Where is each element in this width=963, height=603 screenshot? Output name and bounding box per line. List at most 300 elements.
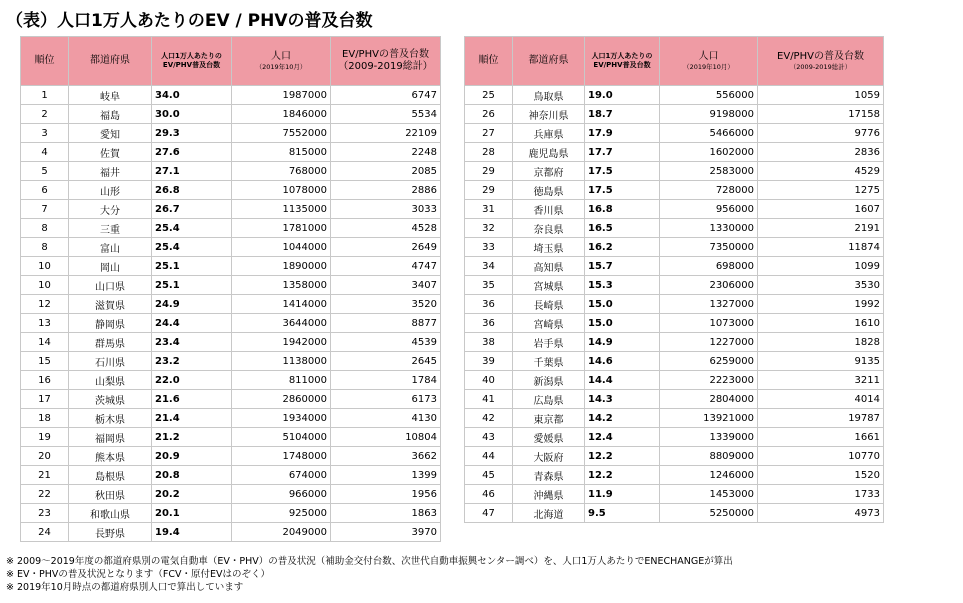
prefecture-cell: 山口県 (69, 276, 152, 295)
population-cell: 556000 (660, 86, 758, 105)
table-row (465, 143, 884, 162)
population-cell: 1078000 (232, 181, 331, 200)
rank-cell: 36 (465, 314, 513, 333)
rate-cell: 14.6 (585, 352, 660, 371)
rate-cell: 26.7 (152, 200, 232, 219)
prefecture-cell: 長野県 (69, 523, 152, 542)
rate-cell: 14.9 (585, 333, 660, 352)
rate-cell: 15.0 (585, 295, 660, 314)
population-cell: 1890000 (232, 257, 331, 276)
prefecture-cell: 高知県 (513, 257, 585, 276)
table-row (21, 105, 441, 124)
rate-cell: 25.1 (152, 276, 232, 295)
population-cell: 2049000 (232, 523, 331, 542)
rate-cell: 12.2 (585, 447, 660, 466)
header-count: EV/PHVの普及台数 （2009-2019総計） (331, 37, 441, 86)
rank-cell: 40 (465, 371, 513, 390)
footnote: ※ 2009～2019年度の都道府県別の電気自動車（EV・PHV）の普及状況（補助金交付台数、次世代自動車振興センター調べ）を、人口1万人あたりでENECHANGEが算出 (6, 556, 733, 567)
rate-cell: 22.0 (152, 371, 232, 390)
count-cell: 2649 (331, 238, 441, 257)
rate-cell: 18.7 (585, 105, 660, 124)
rate-cell: 23.4 (152, 333, 232, 352)
table-row (21, 428, 441, 447)
prefecture-cell: 京都府 (513, 162, 585, 181)
table-row (21, 143, 441, 162)
table-row (21, 162, 441, 181)
table-row (21, 219, 441, 238)
prefecture-cell: 千葉県 (513, 352, 585, 371)
population-cell: 698000 (660, 257, 758, 276)
footnote: ※ 2019年10月時点の都道府県別人口で算出しています (6, 582, 244, 593)
count-cell: 1733 (758, 485, 884, 504)
population-cell: 768000 (232, 162, 331, 181)
rate-cell: 23.2 (152, 352, 232, 371)
population-cell: 2804000 (660, 390, 758, 409)
prefecture-cell: 山形 (69, 181, 152, 200)
rank-cell: 28 (465, 143, 513, 162)
count-cell: 10770 (758, 447, 884, 466)
table-row (465, 485, 884, 504)
prefecture-cell: 大阪府 (513, 447, 585, 466)
rank-cell: 32 (465, 219, 513, 238)
table-row (21, 314, 441, 333)
rate-cell: 24.4 (152, 314, 232, 333)
rank-cell: 3 (21, 124, 69, 143)
rank-cell: 6 (21, 181, 69, 200)
prefecture-cell: 岩手県 (513, 333, 585, 352)
population-cell: 2306000 (660, 276, 758, 295)
population-cell: 1748000 (232, 447, 331, 466)
population-cell: 811000 (232, 371, 331, 390)
prefecture-cell: 三重 (69, 219, 152, 238)
prefecture-cell: 埼玉県 (513, 238, 585, 257)
table-row (21, 504, 441, 523)
count-cell: 4539 (331, 333, 441, 352)
prefecture-cell: 石川県 (69, 352, 152, 371)
header-prefecture: 都道府県 (513, 37, 585, 86)
rank-cell: 2 (21, 105, 69, 124)
rank-cell: 16 (21, 371, 69, 390)
rate-cell: 17.5 (585, 181, 660, 200)
population-cell: 1934000 (232, 409, 331, 428)
rank-cell: 29 (465, 181, 513, 200)
population-cell: 13921000 (660, 409, 758, 428)
header-rank: 順位 (465, 37, 513, 86)
prefecture-cell: 岡山 (69, 257, 152, 276)
rank-cell: 17 (21, 390, 69, 409)
table-row (21, 523, 441, 542)
table-row (465, 352, 884, 371)
prefecture-cell: 沖縄県 (513, 485, 585, 504)
header-count: EV/PHVの普及台数 （2009-2019総計） (758, 37, 884, 86)
population-cell: 1330000 (660, 219, 758, 238)
prefecture-cell: 香川県 (513, 200, 585, 219)
rank-cell: 12 (21, 295, 69, 314)
rate-cell: 29.3 (152, 124, 232, 143)
count-cell: 2645 (331, 352, 441, 371)
table-row (465, 371, 884, 390)
table-row (465, 124, 884, 143)
prefecture-cell: 岐阜 (69, 86, 152, 105)
count-cell: 3970 (331, 523, 441, 542)
prefecture-cell: 広島県 (513, 390, 585, 409)
count-cell: 1784 (331, 371, 441, 390)
table-row (21, 181, 441, 200)
count-cell: 22109 (331, 124, 441, 143)
count-cell: 17158 (758, 105, 884, 124)
table-row (21, 447, 441, 466)
ranking-table-left (20, 36, 441, 542)
ranking-table-right (464, 36, 884, 523)
count-cell: 4528 (331, 219, 441, 238)
population-cell: 815000 (232, 143, 331, 162)
header-rate: 人口1万人あたりの EV/PHV普及台数 (585, 37, 660, 86)
count-cell: 1828 (758, 333, 884, 352)
population-cell: 1227000 (660, 333, 758, 352)
rank-cell: 20 (21, 447, 69, 466)
population-cell: 1138000 (232, 352, 331, 371)
table-row (465, 428, 884, 447)
rank-cell: 39 (465, 352, 513, 371)
rate-cell: 19.4 (152, 523, 232, 542)
header-population: 人口 （2019年10月） (232, 37, 331, 86)
prefecture-cell: 福島 (69, 105, 152, 124)
count-cell: 1661 (758, 428, 884, 447)
rate-cell: 14.3 (585, 390, 660, 409)
population-cell: 1358000 (232, 276, 331, 295)
table-row (465, 447, 884, 466)
rate-cell: 15.0 (585, 314, 660, 333)
rate-cell: 15.7 (585, 257, 660, 276)
table-header-row (21, 37, 441, 86)
rank-cell: 14 (21, 333, 69, 352)
count-cell: 1992 (758, 295, 884, 314)
table-row (465, 200, 884, 219)
prefecture-cell: 宮城県 (513, 276, 585, 295)
rank-cell: 44 (465, 447, 513, 466)
table-row (465, 238, 884, 257)
rank-cell: 10 (21, 276, 69, 295)
prefecture-cell: 和歌山県 (69, 504, 152, 523)
count-cell: 1520 (758, 466, 884, 485)
rate-cell: 12.4 (585, 428, 660, 447)
population-cell: 1246000 (660, 466, 758, 485)
prefecture-cell: 宮崎県 (513, 314, 585, 333)
rank-cell: 22 (21, 485, 69, 504)
count-cell: 3211 (758, 371, 884, 390)
count-cell: 2248 (331, 143, 441, 162)
table-row (465, 162, 884, 181)
header-rate: 人口1万人あたりの EV/PHV普及台数 (152, 37, 232, 86)
rank-cell: 1 (21, 86, 69, 105)
table-row (21, 295, 441, 314)
rate-cell: 14.2 (585, 409, 660, 428)
rank-cell: 42 (465, 409, 513, 428)
prefecture-cell: 福井 (69, 162, 152, 181)
count-cell: 10804 (331, 428, 441, 447)
prefecture-cell: 神奈川県 (513, 105, 585, 124)
population-cell: 1339000 (660, 428, 758, 447)
rate-cell: 17.7 (585, 143, 660, 162)
table-row (21, 276, 441, 295)
table-row (21, 124, 441, 143)
rate-cell: 21.2 (152, 428, 232, 447)
count-cell: 3530 (758, 276, 884, 295)
count-cell: 1610 (758, 314, 884, 333)
prefecture-cell: 山梨県 (69, 371, 152, 390)
population-cell: 1846000 (232, 105, 331, 124)
rank-cell: 34 (465, 257, 513, 276)
prefecture-cell: 愛媛県 (513, 428, 585, 447)
prefecture-cell: 茨城県 (69, 390, 152, 409)
header-population: 人口 （2019年10月） (660, 37, 758, 86)
prefecture-cell: 鳥取県 (513, 86, 585, 105)
table-row (21, 86, 441, 105)
prefecture-cell: 熊本県 (69, 447, 152, 466)
footnotes (6, 555, 733, 594)
count-cell: 2085 (331, 162, 441, 181)
rate-cell: 11.9 (585, 485, 660, 504)
count-cell: 9776 (758, 124, 884, 143)
table-row (465, 504, 884, 523)
count-cell: 3520 (331, 295, 441, 314)
prefecture-cell: 富山 (69, 238, 152, 257)
count-cell: 3662 (331, 447, 441, 466)
rank-cell: 27 (465, 124, 513, 143)
rank-cell: 36 (465, 295, 513, 314)
population-cell: 728000 (660, 181, 758, 200)
rank-cell: 47 (465, 504, 513, 523)
table-row (21, 390, 441, 409)
table-row (465, 257, 884, 276)
prefecture-cell: 東京都 (513, 409, 585, 428)
prefecture-cell: 長崎県 (513, 295, 585, 314)
rate-cell: 25.4 (152, 219, 232, 238)
rate-cell: 9.5 (585, 504, 660, 523)
prefecture-cell: 新潟県 (513, 371, 585, 390)
rank-cell: 21 (21, 466, 69, 485)
count-cell: 6173 (331, 390, 441, 409)
table-header-row (465, 37, 884, 86)
count-cell: 19787 (758, 409, 884, 428)
rate-cell: 17.5 (585, 162, 660, 181)
prefecture-cell: 奈良県 (513, 219, 585, 238)
rate-cell: 26.8 (152, 181, 232, 200)
population-cell: 1602000 (660, 143, 758, 162)
rate-cell: 25.4 (152, 238, 232, 257)
prefecture-cell: 鹿児島県 (513, 143, 585, 162)
table-row (465, 466, 884, 485)
rank-cell: 25 (465, 86, 513, 105)
count-cell: 8877 (331, 314, 441, 333)
population-cell: 9198000 (660, 105, 758, 124)
population-cell: 6259000 (660, 352, 758, 371)
population-cell: 2223000 (660, 371, 758, 390)
prefecture-cell: 栃木県 (69, 409, 152, 428)
prefecture-cell: 群馬県 (69, 333, 152, 352)
rate-cell: 20.2 (152, 485, 232, 504)
population-cell: 7350000 (660, 238, 758, 257)
rank-cell: 19 (21, 428, 69, 447)
prefecture-cell: 愛知 (69, 124, 152, 143)
prefecture-cell: 島根県 (69, 466, 152, 485)
population-cell: 1044000 (232, 238, 331, 257)
header-prefecture: 都道府県 (69, 37, 152, 86)
rank-cell: 23 (21, 504, 69, 523)
count-cell: 9135 (758, 352, 884, 371)
rate-cell: 30.0 (152, 105, 232, 124)
rate-cell: 21.6 (152, 390, 232, 409)
rank-cell: 24 (21, 523, 69, 542)
count-cell: 1956 (331, 485, 441, 504)
table-row (465, 333, 884, 352)
rate-cell: 19.0 (585, 86, 660, 105)
count-cell: 3033 (331, 200, 441, 219)
count-cell: 1275 (758, 181, 884, 200)
rate-cell: 16.8 (585, 200, 660, 219)
prefecture-cell: 秋田県 (69, 485, 152, 504)
table-row (465, 295, 884, 314)
rank-cell: 29 (465, 162, 513, 181)
rank-cell: 4 (21, 143, 69, 162)
rank-cell: 31 (465, 200, 513, 219)
population-cell: 1135000 (232, 200, 331, 219)
rank-cell: 15 (21, 352, 69, 371)
prefecture-cell: 佐賀 (69, 143, 152, 162)
rate-cell: 17.9 (585, 124, 660, 143)
table-row (21, 333, 441, 352)
population-cell: 1327000 (660, 295, 758, 314)
prefecture-cell: 大分 (69, 200, 152, 219)
table-row (21, 257, 441, 276)
rank-cell: 43 (465, 428, 513, 447)
count-cell: 1863 (331, 504, 441, 523)
rate-cell: 24.9 (152, 295, 232, 314)
population-cell: 1942000 (232, 333, 331, 352)
count-cell: 1399 (331, 466, 441, 485)
table-row (21, 200, 441, 219)
table-row (21, 238, 441, 257)
rank-cell: 10 (21, 257, 69, 276)
count-cell: 4973 (758, 504, 884, 523)
rate-cell: 14.4 (585, 371, 660, 390)
count-cell: 1607 (758, 200, 884, 219)
population-cell: 5104000 (232, 428, 331, 447)
table-row (465, 219, 884, 238)
rate-cell: 16.2 (585, 238, 660, 257)
count-cell: 11874 (758, 238, 884, 257)
table-row (21, 466, 441, 485)
table-row (465, 390, 884, 409)
count-cell: 5534 (331, 105, 441, 124)
rate-cell: 34.0 (152, 86, 232, 105)
rank-cell: 5 (21, 162, 69, 181)
table-row (465, 314, 884, 333)
table-row (21, 485, 441, 504)
count-cell: 4747 (331, 257, 441, 276)
rate-cell: 21.4 (152, 409, 232, 428)
population-cell: 8809000 (660, 447, 758, 466)
rank-cell: 38 (465, 333, 513, 352)
population-cell: 3644000 (232, 314, 331, 333)
count-cell: 4130 (331, 409, 441, 428)
footnote: ※ EV・PHVの普及状況となります（FCV・原付EVはのぞく） (6, 569, 270, 580)
rate-cell: 20.8 (152, 466, 232, 485)
rank-cell: 7 (21, 200, 69, 219)
population-cell: 5466000 (660, 124, 758, 143)
prefecture-cell: 青森県 (513, 466, 585, 485)
rank-cell: 13 (21, 314, 69, 333)
prefecture-cell: 兵庫県 (513, 124, 585, 143)
count-cell: 4529 (758, 162, 884, 181)
header-rank: 順位 (21, 37, 69, 86)
population-cell: 1453000 (660, 485, 758, 504)
table-row (21, 371, 441, 390)
population-cell: 1781000 (232, 219, 331, 238)
prefecture-cell: 福岡県 (69, 428, 152, 447)
table-row (465, 276, 884, 295)
count-cell: 1059 (758, 86, 884, 105)
rank-cell: 33 (465, 238, 513, 257)
rank-cell: 26 (465, 105, 513, 124)
rank-cell: 41 (465, 390, 513, 409)
population-cell: 674000 (232, 466, 331, 485)
rank-cell: 8 (21, 238, 69, 257)
count-cell: 4014 (758, 390, 884, 409)
population-cell: 956000 (660, 200, 758, 219)
rank-cell: 45 (465, 466, 513, 485)
population-cell: 7552000 (232, 124, 331, 143)
count-cell: 3407 (331, 276, 441, 295)
population-cell: 1414000 (232, 295, 331, 314)
table-row (21, 352, 441, 371)
rank-cell: 8 (21, 219, 69, 238)
rate-cell: 27.1 (152, 162, 232, 181)
rank-cell: 18 (21, 409, 69, 428)
rate-cell: 20.9 (152, 447, 232, 466)
rank-cell: 46 (465, 485, 513, 504)
prefecture-cell: 滋賀県 (69, 295, 152, 314)
rate-cell: 27.6 (152, 143, 232, 162)
population-cell: 1987000 (232, 86, 331, 105)
count-cell: 2886 (331, 181, 441, 200)
rate-cell: 16.5 (585, 219, 660, 238)
table-row (21, 409, 441, 428)
population-cell: 1073000 (660, 314, 758, 333)
table-row (465, 181, 884, 200)
count-cell: 1099 (758, 257, 884, 276)
rate-cell: 12.2 (585, 466, 660, 485)
prefecture-cell: 徳島県 (513, 181, 585, 200)
rate-cell: 20.1 (152, 504, 232, 523)
prefecture-cell: 北海道 (513, 504, 585, 523)
rate-cell: 25.1 (152, 257, 232, 276)
count-cell: 2836 (758, 143, 884, 162)
count-cell: 6747 (331, 86, 441, 105)
rate-cell: 15.3 (585, 276, 660, 295)
table-row (465, 105, 884, 124)
count-cell: 2191 (758, 219, 884, 238)
population-cell: 2583000 (660, 162, 758, 181)
population-cell: 5250000 (660, 504, 758, 523)
page-title: （表）人口1万人あたりのEV / PHVの普及台数 (6, 11, 373, 31)
population-cell: 2860000 (232, 390, 331, 409)
prefecture-cell: 静岡県 (69, 314, 152, 333)
table-row (465, 86, 884, 105)
table-row (465, 409, 884, 428)
population-cell: 966000 (232, 485, 331, 504)
population-cell: 925000 (232, 504, 331, 523)
